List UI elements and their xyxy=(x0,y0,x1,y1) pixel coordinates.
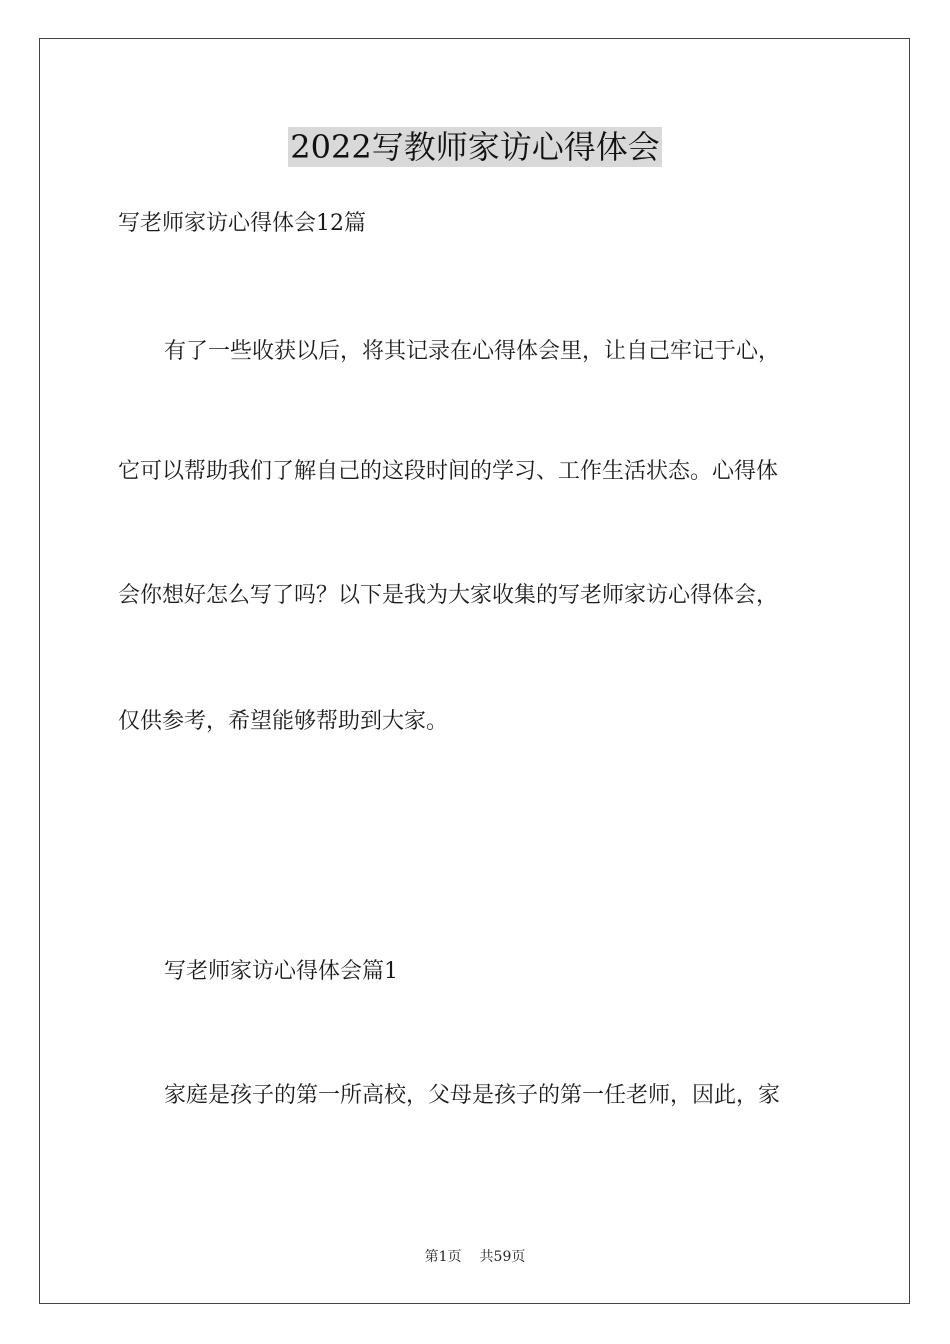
intro-line-3: 会你想好怎么写了吗？以下是我为大家收集的写老师家访心得体会， xyxy=(118,583,779,608)
intro-line-2: 它可以帮助我们了解自己的这段时间的学习、工作生活状态。心得体 xyxy=(118,459,779,484)
section-line-1: 家庭是孩子的第一所高校，父母是孩子的第一任老师，因此，家 xyxy=(164,1083,781,1108)
intro-line-4: 仅供参考，希望能够帮助到大家。 xyxy=(118,709,449,734)
intro-line-1: 有了一些收获以后，将其记录在心得体会里，让自己牢记于心， xyxy=(164,339,781,364)
page-total: 共59页 xyxy=(479,1249,526,1265)
page-number: 第1页 xyxy=(424,1249,462,1265)
title-container xyxy=(0,127,950,167)
document-subtitle: 写老师家访心得体会12篇 xyxy=(118,211,366,236)
page-footer xyxy=(0,1247,950,1267)
section-heading: 写老师家访心得体会篇1 xyxy=(164,959,398,984)
document-title: 2022写教师家访心得体会 xyxy=(290,128,660,166)
